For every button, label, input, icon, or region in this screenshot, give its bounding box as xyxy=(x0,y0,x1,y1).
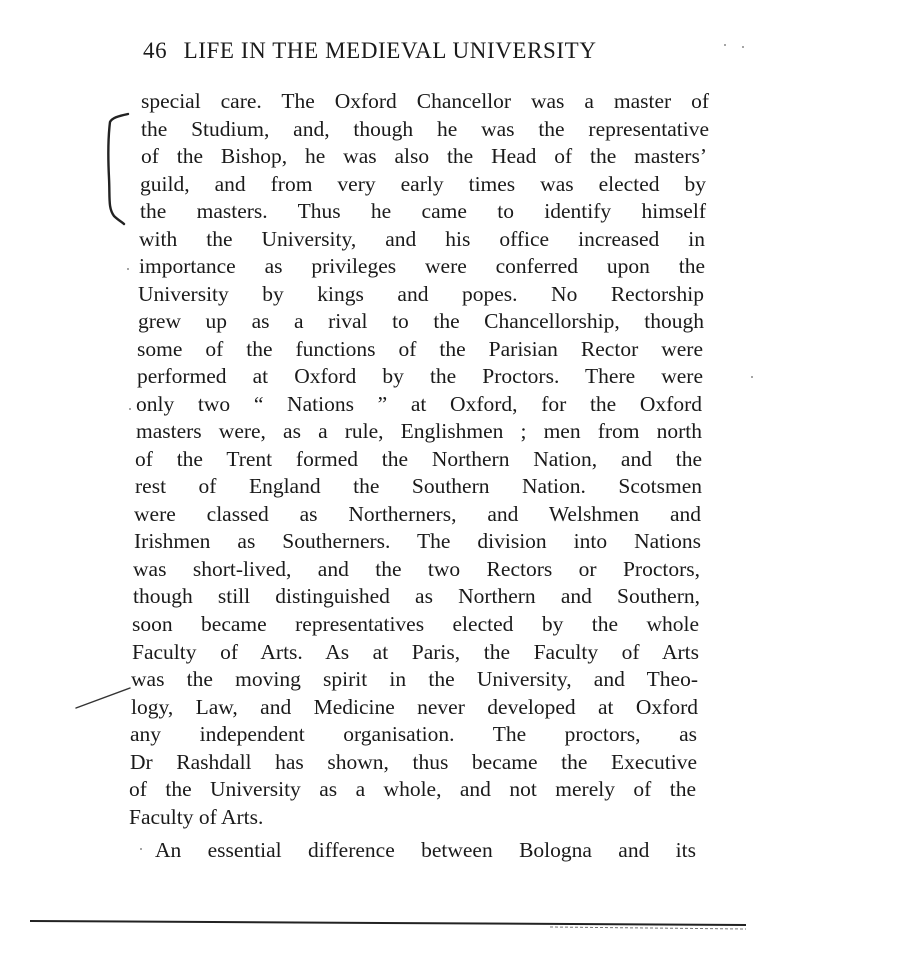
scan-speck xyxy=(724,44,726,46)
text-line: soon became representatives elected by the whole xyxy=(132,612,699,636)
text-line: Faculty of Arts. As at Paris, the Faculty of Arts xyxy=(132,640,699,664)
text-line: special care. The Oxford Chancellor was a master of xyxy=(141,89,709,113)
margin-pen-stroke xyxy=(72,684,134,714)
scan-speck xyxy=(751,376,753,378)
text-line: of the Trent formed the Northern Nation, and the xyxy=(135,447,702,471)
text-line: only two “ Nations ” at Oxford, for the Oxford xyxy=(136,392,702,416)
text-line: Dr Rashdall has shown, thus became the Executive xyxy=(130,750,697,774)
text-line: masters were, as a rule, Englishmen ; men from north xyxy=(136,419,702,443)
margin-bracket-annotation xyxy=(96,108,136,228)
text-line: Irishmen as Southerners. The division into Nations xyxy=(134,529,701,553)
text-line: importance as privileges were conferred upon the xyxy=(139,254,705,278)
text-line: University by kings and popes. No Rectorship xyxy=(138,282,704,306)
text-line: any independent organisation. The proctors, as xyxy=(130,722,697,746)
text-line: guild, and from very early times was elected by xyxy=(140,172,706,196)
scan-speck xyxy=(742,46,744,48)
text-line: was the moving spirit in the University, and Theo- xyxy=(131,667,698,691)
text-line: of the Bishop, he was also the Head of the masters’ xyxy=(141,144,707,168)
text-line: grew up as a rival to the Chancellorship, though xyxy=(138,309,704,333)
text-line: the masters. Thus he came to identify himself xyxy=(140,199,706,223)
running-title: LIFE IN THE MEDIEVAL UNIVERSITY xyxy=(183,38,597,63)
text-line: though still distinguished as Northern and Southern, xyxy=(133,584,700,608)
text-line: of the University as a whole, and not merely of the xyxy=(129,777,696,801)
text-line: were classed as Northerners, and Welshmen and xyxy=(134,502,701,526)
text-line: rest of England the Southern Nation. Scotsmen xyxy=(135,474,702,498)
page-number: 46 xyxy=(143,38,168,63)
text-line: some of the functions of the Parisian Rector were xyxy=(137,337,703,361)
scan-speck xyxy=(129,408,131,410)
text-line: logy, Law, and Medicine never developed at Oxford xyxy=(131,695,698,719)
text-line: performed at Oxford by the Proctors. There were xyxy=(137,364,703,388)
page-bottom-edge xyxy=(30,915,746,935)
text-line: with the University, and his office increased in xyxy=(139,227,705,251)
next-paragraph-line: An essential difference between Bologna and its xyxy=(155,838,696,862)
text-line: Faculty of Arts. xyxy=(129,805,264,829)
scan-speck xyxy=(140,848,142,850)
scan-speck xyxy=(127,268,129,270)
running-header xyxy=(143,38,698,74)
text-line: the Studium, and, though he was the representative xyxy=(141,117,709,141)
text-line: was short-lived, and the two Rectors or Proctors, xyxy=(133,557,700,581)
